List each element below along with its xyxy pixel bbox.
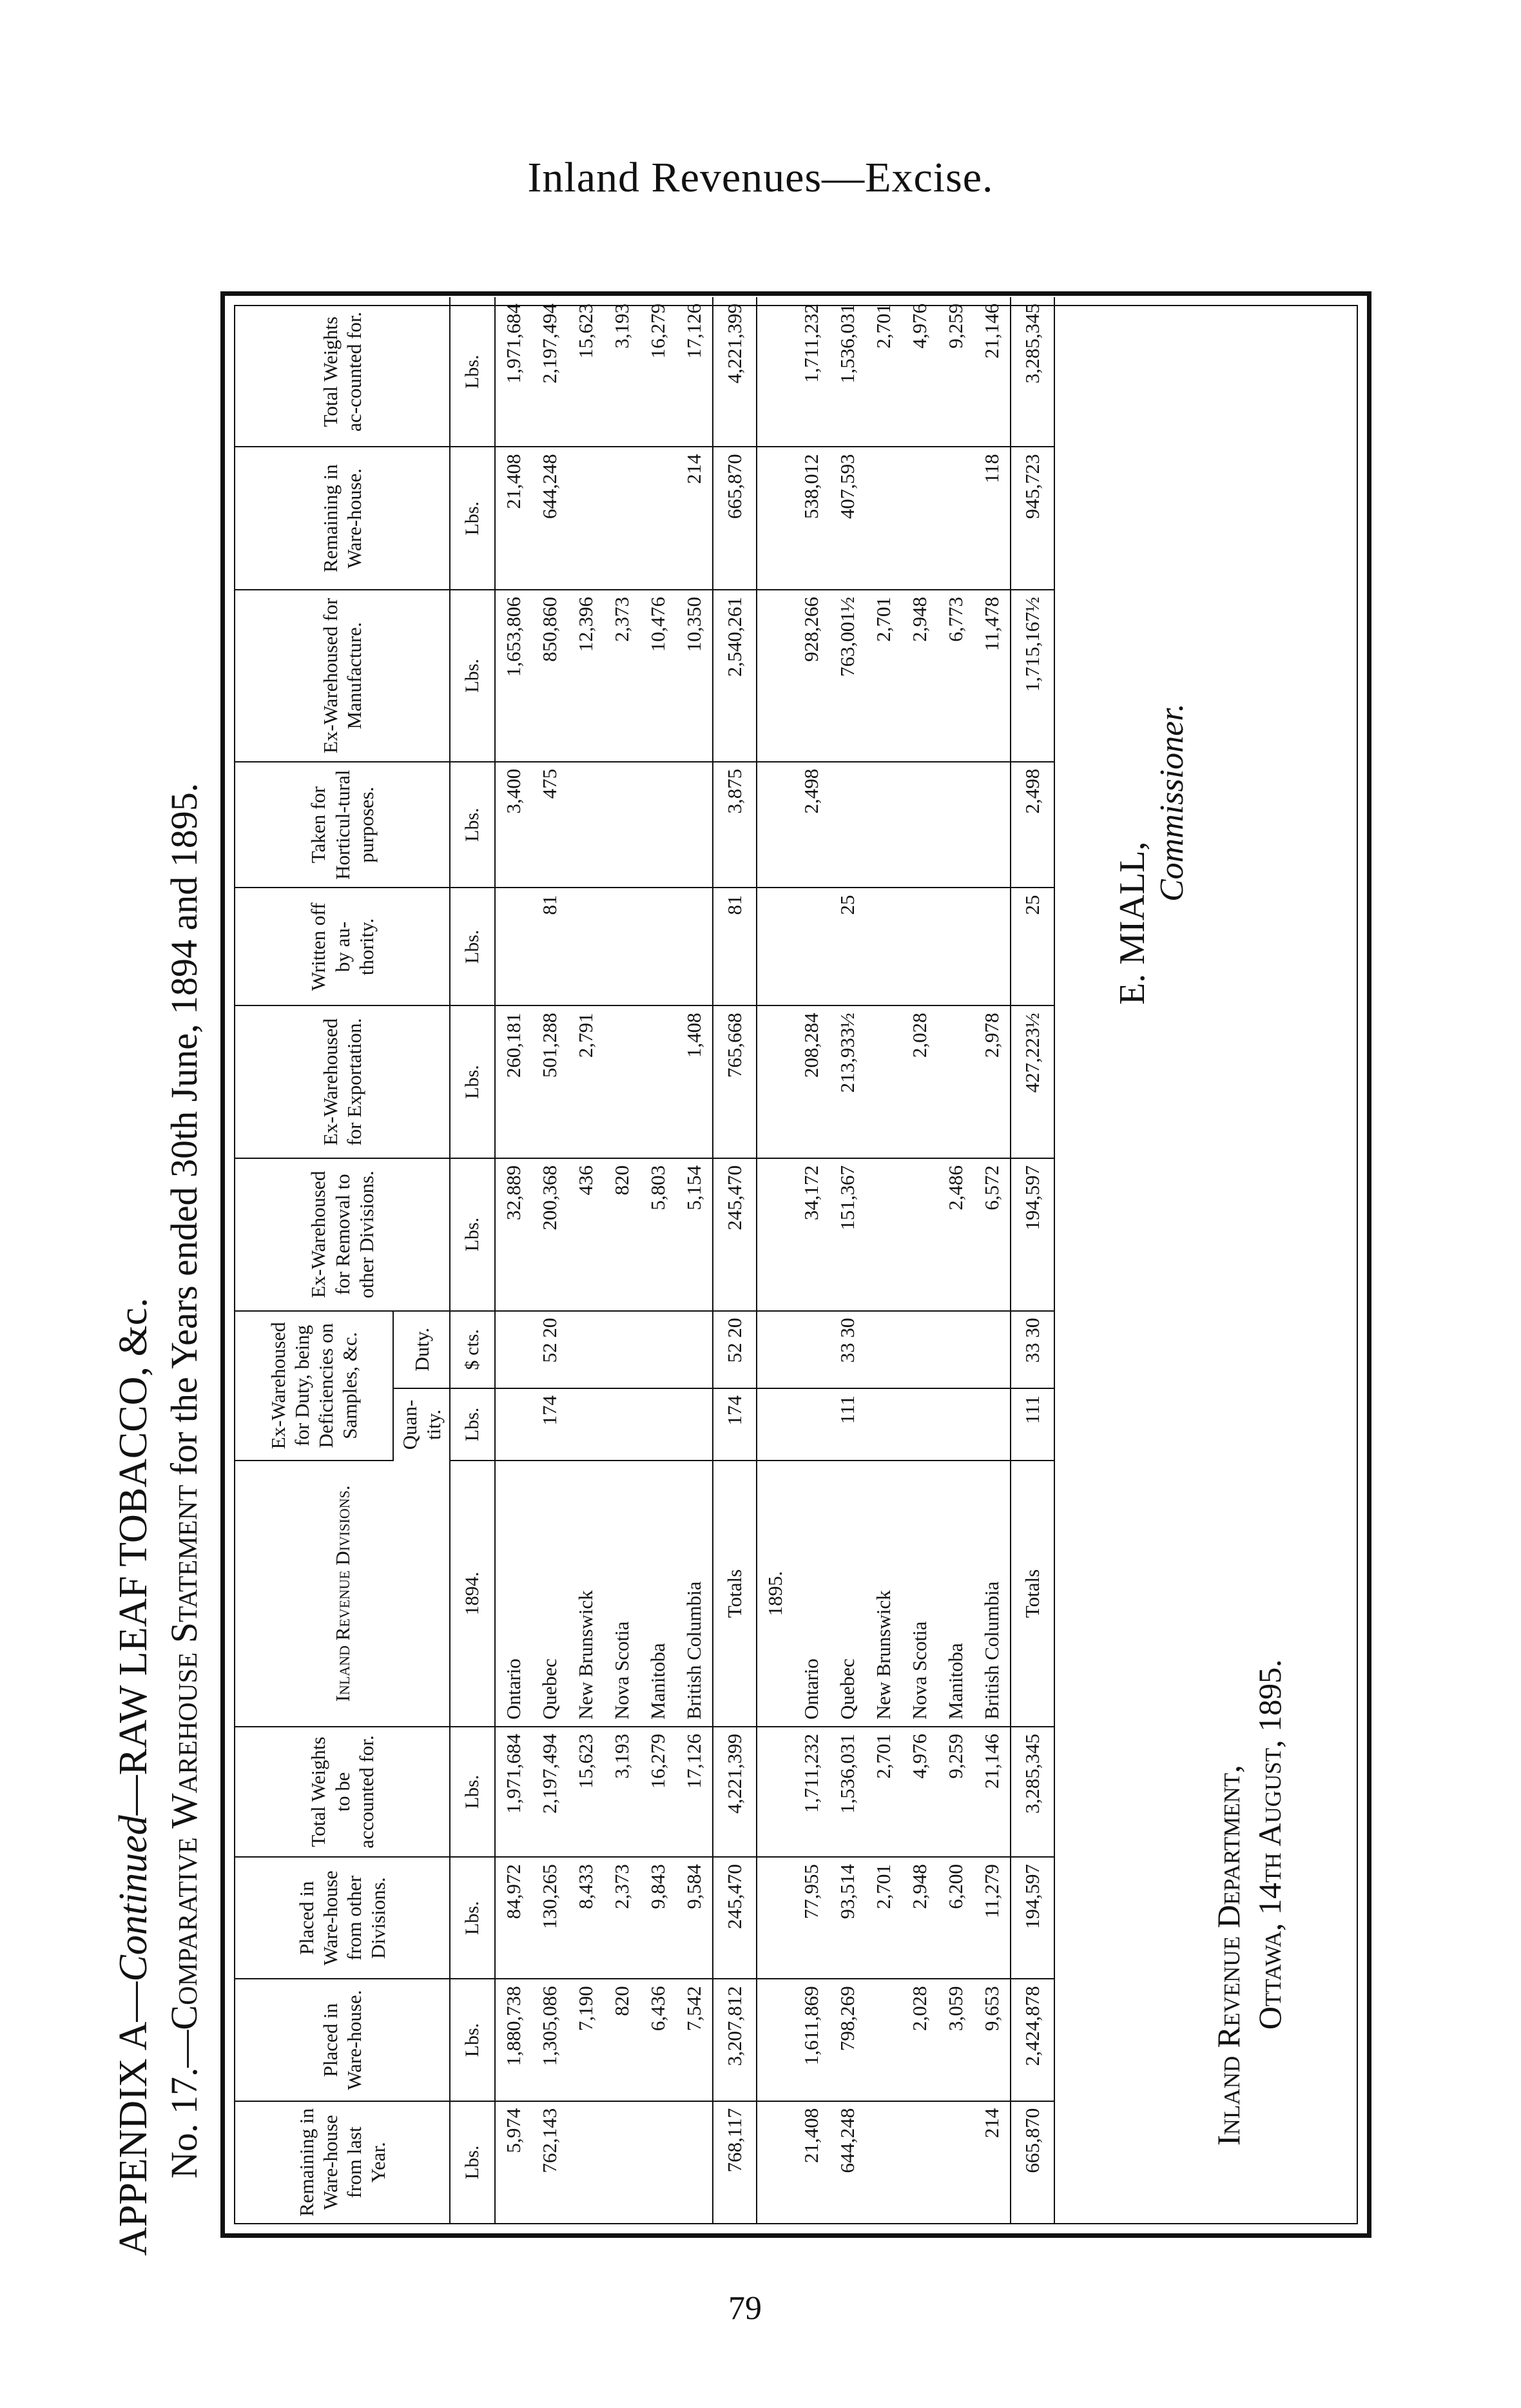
value-cell: 4,976 bbox=[902, 1727, 938, 1857]
total-cell: 33 30 bbox=[1011, 1311, 1054, 1388]
division-cell: Nova Scotia bbox=[604, 1461, 640, 1727]
value-cell bbox=[938, 1388, 974, 1461]
value-cell: 32,889 bbox=[495, 1158, 532, 1311]
value-cell: 2,701 bbox=[866, 297, 902, 447]
table-row bbox=[676, 297, 713, 2223]
col-quantity: Quan-tity. bbox=[393, 1388, 450, 1461]
value-cell bbox=[866, 1005, 902, 1158]
total-cell: 111 bbox=[1011, 1388, 1054, 1461]
total-cell: 665,870 bbox=[1011, 2101, 1054, 2223]
value-cell: 1,611,869 bbox=[793, 1979, 829, 2101]
value-cell: 21,408 bbox=[800, 2108, 823, 2163]
value-cell bbox=[938, 1311, 974, 1388]
col-placed: Placed in Ware-house. bbox=[235, 1979, 450, 2101]
col-horticultural: Taken for Horticul-tural purposes. bbox=[235, 762, 450, 888]
value-cell: 850,860 bbox=[532, 590, 568, 762]
year-1895-heading bbox=[757, 297, 793, 2223]
value-cell bbox=[938, 888, 974, 1005]
value-cell bbox=[604, 762, 640, 888]
value-cell: 9,584 bbox=[676, 1857, 713, 1979]
value-cell bbox=[902, 2101, 938, 2223]
value-cell: 21,146 bbox=[974, 1727, 1011, 1857]
value-cell: 15,623 bbox=[568, 1727, 604, 1857]
value-cell: 820 bbox=[604, 1979, 640, 2101]
value-cell: 1,711,232 bbox=[793, 297, 829, 447]
value-cell bbox=[604, 2101, 640, 2223]
value-cell bbox=[974, 1388, 1011, 1461]
value-cell: 6,200 bbox=[938, 1857, 974, 1979]
table-frame bbox=[220, 291, 1371, 2238]
value-cell bbox=[866, 447, 902, 590]
value-cell: 111 bbox=[829, 1388, 866, 1461]
total-cell: 427,223½ bbox=[1011, 1005, 1054, 1158]
value-cell: 8,433 bbox=[568, 1857, 604, 1979]
value-cell: 763,001½ bbox=[829, 590, 866, 762]
value-cell bbox=[676, 888, 713, 1005]
unit-label: Lbs. bbox=[450, 1727, 495, 1857]
value-cell: 7,542 bbox=[676, 1979, 713, 2101]
total-cell: 3,285,345 bbox=[1011, 1727, 1054, 1857]
value-cell: 9,259 bbox=[938, 1727, 974, 1857]
total-cell: 1,715,167½ bbox=[1011, 590, 1054, 762]
value-cell bbox=[568, 2101, 604, 2223]
total-cell: 765,668 bbox=[713, 1005, 757, 1158]
total-cell: 3,285,345 bbox=[1011, 297, 1054, 447]
value-cell bbox=[640, 1005, 676, 1158]
unit-label: Lbs. bbox=[450, 590, 495, 762]
value-cell: 213,933½ bbox=[829, 1005, 866, 1158]
total-cell: 81 bbox=[713, 888, 757, 1005]
unit-label: Lbs. bbox=[450, 1388, 495, 1461]
table-row bbox=[793, 297, 829, 2223]
value-cell: 2,791 bbox=[568, 1005, 604, 1158]
signatory-name: E. MIALL, bbox=[1112, 841, 1152, 1005]
value-cell: 21,408 bbox=[495, 447, 532, 590]
value-cell: 208,284 bbox=[793, 1005, 829, 1158]
value-cell: 17,126 bbox=[676, 1727, 713, 1857]
value-cell: 21,146 bbox=[974, 297, 1011, 447]
value-cell: 2,028 bbox=[902, 1005, 938, 1158]
table-row bbox=[495, 297, 532, 2223]
value-cell bbox=[829, 762, 866, 888]
unit-label: Lbs. bbox=[450, 2101, 495, 2223]
year-label: 1895. bbox=[757, 1461, 793, 1727]
total-cell: 945,723 bbox=[1011, 447, 1054, 590]
unit-label: Lbs. bbox=[450, 762, 495, 888]
table-row bbox=[532, 297, 568, 2223]
value-cell: 798,269 bbox=[829, 1979, 866, 2101]
division-cell: British Columbia bbox=[974, 1461, 1011, 1727]
value-cell bbox=[640, 888, 676, 1005]
division-cell: Ontario bbox=[793, 1461, 829, 1727]
value-cell: 538,012 bbox=[793, 447, 829, 590]
value-cell: 6,436 bbox=[640, 1979, 676, 2101]
page-header: Inland Revenues—Excise. bbox=[527, 154, 994, 201]
value-cell: 118 bbox=[974, 447, 1011, 590]
value-cell bbox=[793, 888, 829, 1005]
value-cell: 2,028 bbox=[902, 1979, 938, 2101]
value-cell: 34,172 bbox=[793, 1158, 829, 1311]
value-cell bbox=[495, 1311, 532, 1388]
total-cell: 245,470 bbox=[713, 1857, 757, 1979]
value-cell bbox=[568, 1388, 604, 1461]
statement-title: No. 17.—Comparative Warehouse Statement for the Years ended 30th June, 1894 and 1895. bbox=[163, 782, 205, 2179]
value-cell: 6,773 bbox=[938, 590, 974, 762]
value-cell: 6,572 bbox=[974, 1158, 1011, 1311]
value-cell: 214 bbox=[980, 2108, 1003, 2139]
value-cell bbox=[568, 762, 604, 888]
unit-label: Lbs. bbox=[450, 447, 495, 590]
value-cell: 16,279 bbox=[640, 297, 676, 447]
value-cell bbox=[676, 1388, 713, 1461]
table-row bbox=[938, 297, 974, 2223]
value-cell bbox=[640, 1388, 676, 1461]
value-cell: 15,623 bbox=[568, 297, 604, 447]
value-cell bbox=[640, 1311, 676, 1388]
total-cell: 4,221,399 bbox=[713, 297, 757, 447]
value-cell bbox=[640, 2101, 676, 2223]
value-cell: 436 bbox=[568, 1158, 604, 1311]
rotated-page-content bbox=[95, 271, 1410, 2256]
col-exwh-duty-group: Ex-Warehoused for Duty, being Deficiencies on Samples, &c. bbox=[235, 1311, 393, 1461]
value-cell: 214 bbox=[676, 447, 713, 590]
signoff-block bbox=[1073, 297, 1370, 2223]
totals-label: Totals bbox=[1011, 1461, 1054, 1727]
value-cell: 3,400 bbox=[495, 762, 532, 888]
page-number: 79 bbox=[728, 2290, 762, 2327]
value-cell: 407,593 bbox=[829, 447, 866, 590]
value-cell: 10,476 bbox=[640, 590, 676, 762]
total-cell: 194,597 bbox=[1011, 1158, 1054, 1311]
value-cell bbox=[938, 2101, 974, 2223]
col-exportation: Ex-Warehoused for Exportation. bbox=[235, 1005, 450, 1158]
value-cell: 130,265 bbox=[532, 1857, 568, 1979]
value-cell: 5,154 bbox=[676, 1158, 713, 1311]
value-cell bbox=[974, 762, 1011, 888]
col-manufacture: Ex-Warehoused for Manufacture. bbox=[235, 590, 450, 762]
table-row bbox=[640, 297, 676, 2223]
value-cell: 820 bbox=[604, 1158, 640, 1311]
unit-label: $ cts. bbox=[450, 1311, 495, 1388]
col-duty: Duty. bbox=[393, 1311, 450, 1388]
totals-label: Totals bbox=[713, 1461, 757, 1727]
value-cell bbox=[640, 762, 676, 888]
value-cell bbox=[902, 888, 938, 1005]
appendix-heading: APPENDIX A—Continued—RAW LEAF TOBACCO, &c. bbox=[111, 1297, 155, 2256]
value-cell bbox=[568, 447, 604, 590]
value-cell: 644,248 bbox=[836, 2108, 859, 2173]
value-cell: 644,248 bbox=[532, 447, 568, 590]
total-cell: 3,875 bbox=[713, 762, 757, 888]
table-row bbox=[568, 297, 604, 2223]
value-cell: 2,701 bbox=[866, 590, 902, 762]
value-cell bbox=[866, 1979, 902, 2101]
value-cell bbox=[866, 2101, 902, 2223]
value-cell bbox=[902, 447, 938, 590]
value-cell: 84,972 bbox=[495, 1857, 532, 1979]
value-cell bbox=[938, 447, 974, 590]
value-cell: 174 bbox=[532, 1388, 568, 1461]
unit-label: Lbs. bbox=[450, 1158, 495, 1311]
value-cell bbox=[866, 1158, 902, 1311]
value-cell bbox=[604, 1388, 640, 1461]
value-cell bbox=[604, 1005, 640, 1158]
total-cell: 768,117 bbox=[713, 2101, 757, 2223]
col-written-off: Written off by au-thority. bbox=[235, 888, 450, 1005]
value-cell: 11,478 bbox=[974, 590, 1011, 762]
value-cell bbox=[974, 888, 1011, 1005]
value-cell bbox=[495, 1388, 532, 1461]
value-cell: 12,396 bbox=[568, 590, 604, 762]
value-cell bbox=[604, 447, 640, 590]
unit-label: Lbs. bbox=[450, 888, 495, 1005]
total-cell: 3,207,812 bbox=[713, 1979, 757, 2101]
value-cell bbox=[604, 1311, 640, 1388]
value-cell: 200,368 bbox=[532, 1158, 568, 1311]
value-cell bbox=[902, 1158, 938, 1311]
unit-label: Lbs. bbox=[450, 297, 495, 447]
total-cell: 52 20 bbox=[713, 1311, 757, 1388]
table-row bbox=[604, 297, 640, 2223]
value-cell: 5,974 bbox=[502, 2108, 525, 2153]
value-cell: 501,288 bbox=[532, 1005, 568, 1158]
division-cell: Quebec bbox=[829, 1461, 866, 1727]
value-cell: 7,190 bbox=[568, 1979, 604, 2101]
value-cell: 1,305,086 bbox=[532, 1979, 568, 2101]
department-line: Inland Revenue Department, bbox=[1210, 1765, 1246, 2146]
value-cell: 2,373 bbox=[604, 1857, 640, 1979]
total-cell: 194,597 bbox=[1011, 1857, 1054, 1979]
value-cell: 2,486 bbox=[938, 1158, 974, 1311]
value-cell: 77,955 bbox=[793, 1857, 829, 1979]
value-cell: 33 30 bbox=[829, 1311, 866, 1388]
division-cell: New Brunswick bbox=[568, 1461, 604, 1727]
value-cell bbox=[866, 1311, 902, 1388]
value-cell bbox=[902, 1311, 938, 1388]
value-cell bbox=[938, 1005, 974, 1158]
place-date-line: Ottawa, 14th August, 1895. bbox=[1252, 1659, 1288, 2030]
value-cell bbox=[568, 1311, 604, 1388]
year-label: 1894. bbox=[450, 1461, 495, 1727]
value-cell bbox=[866, 888, 902, 1005]
value-cell bbox=[793, 1388, 829, 1461]
value-cell bbox=[938, 762, 974, 888]
value-cell bbox=[495, 888, 532, 1005]
value-cell: 2,978 bbox=[974, 1005, 1011, 1158]
value-cell: 2,701 bbox=[866, 1857, 902, 1979]
value-cell: 1,653,806 bbox=[495, 590, 532, 762]
table-row bbox=[829, 297, 866, 2223]
total-cell: 2,540,261 bbox=[713, 590, 757, 762]
value-cell: 4,976 bbox=[902, 297, 938, 447]
value-cell: 1,880,738 bbox=[495, 1979, 532, 2101]
col-total-account: Total Weights to be accounted for. bbox=[235, 1727, 450, 1857]
value-cell bbox=[676, 1311, 713, 1388]
col-total-counted: Total Weights ac-counted for. bbox=[235, 297, 450, 447]
table-row bbox=[974, 297, 1011, 2223]
value-cell: 475 bbox=[532, 762, 568, 888]
value-cell bbox=[902, 1388, 938, 1461]
year-1895-rows bbox=[793, 297, 1054, 2223]
value-cell: 1,971,684 bbox=[495, 297, 532, 447]
value-cell: 9,259 bbox=[938, 297, 974, 447]
value-cell: 2,948 bbox=[902, 1857, 938, 1979]
unit-label: Lbs. bbox=[450, 1857, 495, 1979]
value-cell bbox=[568, 888, 604, 1005]
total-cell: 174 bbox=[713, 1388, 757, 1461]
value-cell: 1,408 bbox=[676, 1005, 713, 1158]
value-cell: 1,971,684 bbox=[495, 1727, 532, 1857]
totals-row bbox=[713, 297, 757, 2223]
total-cell: 4,221,399 bbox=[713, 1727, 757, 1857]
table-row bbox=[866, 297, 902, 2223]
value-cell: 762,143 bbox=[538, 2108, 561, 2173]
value-cell: 2,197,494 bbox=[532, 1727, 568, 1857]
value-cell: 151,367 bbox=[829, 1158, 866, 1311]
unit-label: Lbs. bbox=[450, 1979, 495, 2101]
value-cell: 17,126 bbox=[676, 297, 713, 447]
total-cell: 245,470 bbox=[713, 1158, 757, 1311]
value-cell: 1,711,232 bbox=[793, 1727, 829, 1857]
col-removal: Ex-Warehoused for Removal to other Divisions. bbox=[235, 1158, 450, 1311]
total-cell: 2,498 bbox=[1011, 762, 1054, 888]
unit-label: Lbs. bbox=[450, 1005, 495, 1158]
value-cell bbox=[793, 1311, 829, 1388]
signatory-title: Commissioner. bbox=[1154, 703, 1190, 902]
division-cell: New Brunswick bbox=[866, 1461, 902, 1727]
division-cell: Manitoba bbox=[938, 1461, 974, 1727]
division-cell: Quebec bbox=[532, 1461, 568, 1727]
total-cell: 25 bbox=[1011, 888, 1054, 1005]
total-cell: 665,870 bbox=[713, 447, 757, 590]
value-cell: 1,536,031 bbox=[829, 297, 866, 447]
value-cell bbox=[974, 1311, 1011, 1388]
value-cell: 2,701 bbox=[866, 1727, 902, 1857]
division-cell: British Columbia bbox=[676, 1461, 713, 1727]
division-cell: Manitoba bbox=[640, 1461, 676, 1727]
value-cell: 52 20 bbox=[532, 1311, 568, 1388]
value-cell: 3,059 bbox=[938, 1979, 974, 2101]
warehouse-statement-table bbox=[235, 297, 1055, 2223]
value-cell: 2,948 bbox=[902, 590, 938, 762]
value-cell bbox=[676, 2101, 713, 2223]
totals-row bbox=[1011, 297, 1054, 2223]
value-cell bbox=[866, 1388, 902, 1461]
value-cell: 16,279 bbox=[640, 1727, 676, 1857]
col-divisions: Inland Revenue Divisions. bbox=[235, 1461, 450, 1727]
value-cell bbox=[604, 888, 640, 1005]
value-cell: 3,193 bbox=[604, 1727, 640, 1857]
value-cell: 11,279 bbox=[974, 1857, 1011, 1979]
value-cell: 81 bbox=[532, 888, 568, 1005]
value-cell bbox=[640, 447, 676, 590]
value-cell: 2,197,494 bbox=[532, 297, 568, 447]
total-cell: 2,424,878 bbox=[1011, 1979, 1054, 2101]
value-cell bbox=[676, 762, 713, 888]
value-cell: 3,193 bbox=[604, 297, 640, 447]
value-cell: 25 bbox=[829, 888, 866, 1005]
col-remaining: Remaining in Ware-house. bbox=[235, 447, 450, 590]
value-cell: 260,181 bbox=[495, 1005, 532, 1158]
division-cell: Ontario bbox=[495, 1461, 532, 1727]
value-cell: 2,373 bbox=[604, 590, 640, 762]
value-cell: 9,843 bbox=[640, 1857, 676, 1979]
value-cell bbox=[866, 762, 902, 888]
table-row bbox=[902, 297, 938, 2223]
col-remaining-last-year: Remaining in Ware-house from last Year. bbox=[235, 2101, 450, 2223]
year-1894-rows bbox=[495, 297, 757, 2223]
value-cell: 93,514 bbox=[829, 1857, 866, 1979]
value-cell: 2,498 bbox=[793, 762, 829, 888]
division-cell: Nova Scotia bbox=[902, 1461, 938, 1727]
value-cell: 928,266 bbox=[793, 590, 829, 762]
value-cell: 1,536,031 bbox=[829, 1727, 866, 1857]
value-cell: 10,350 bbox=[676, 590, 713, 762]
value-cell: 9,653 bbox=[974, 1979, 1011, 2101]
col-placed-other: Placed in Ware-house from other Divisions. bbox=[235, 1857, 450, 1979]
value-cell: 5,803 bbox=[640, 1158, 676, 1311]
value-cell bbox=[902, 762, 938, 888]
